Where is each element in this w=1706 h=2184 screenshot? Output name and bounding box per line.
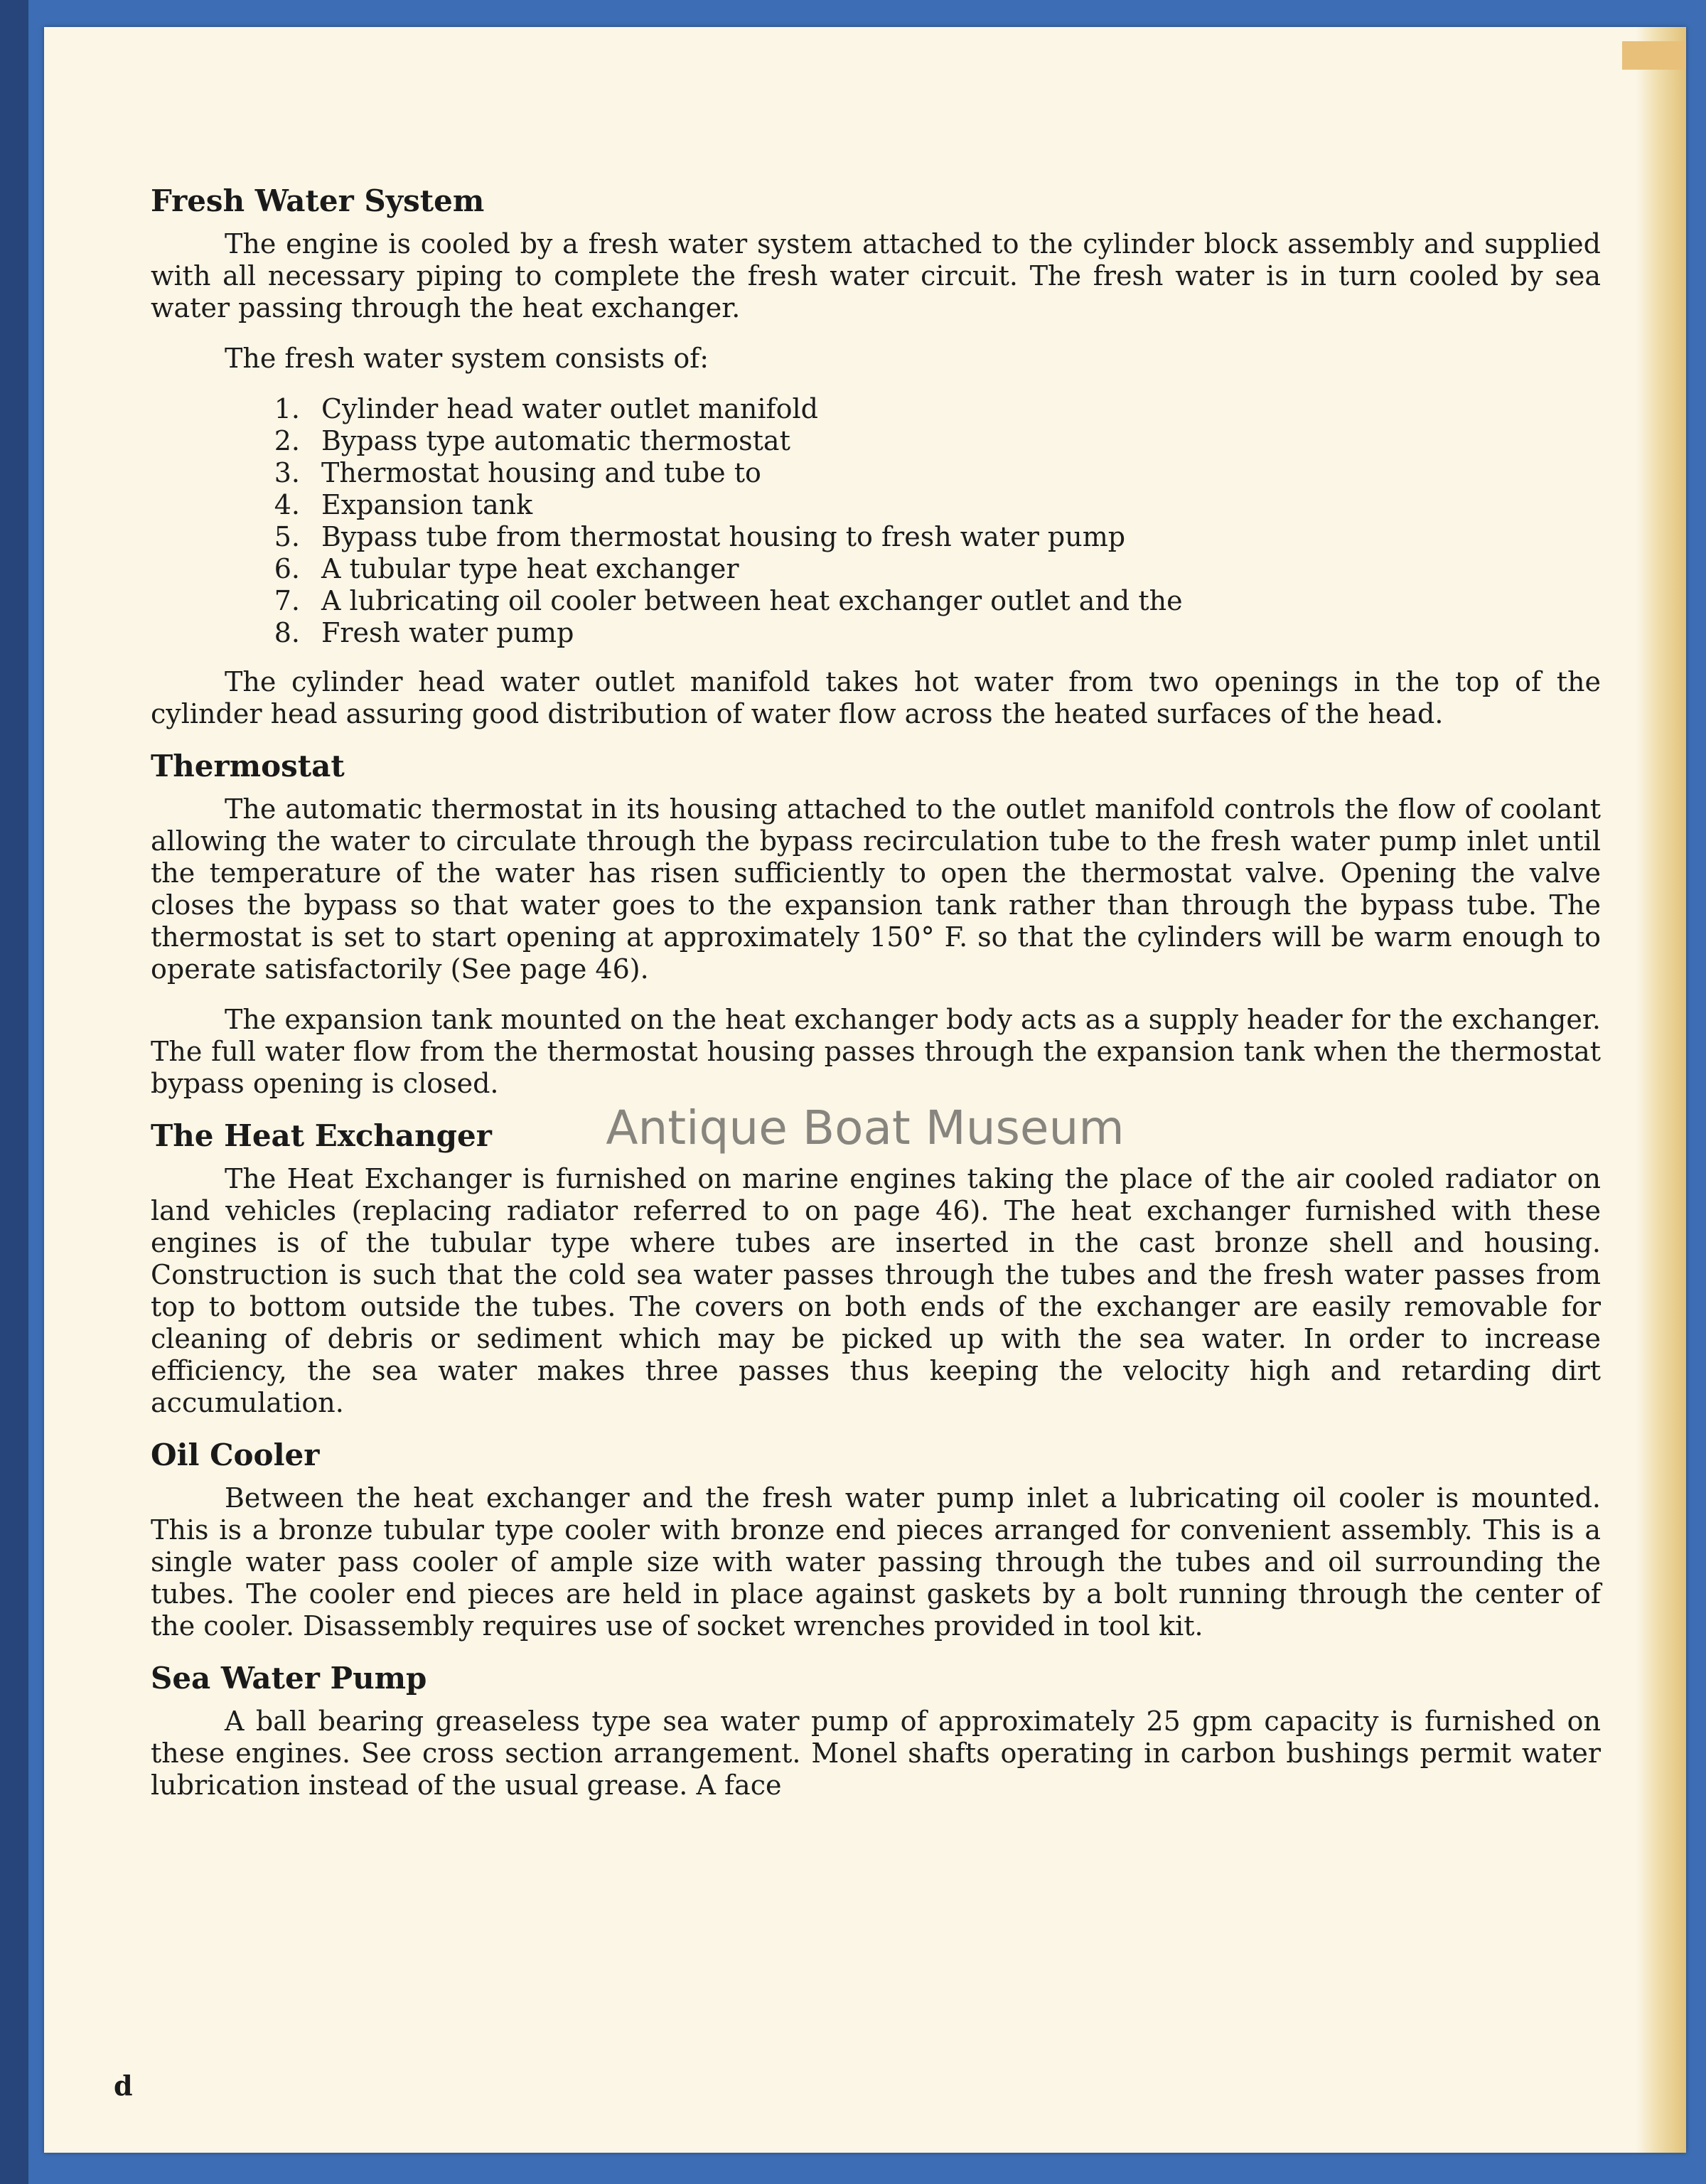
section-heading: Thermostat: [151, 749, 345, 783]
list-item-number: 7.: [274, 585, 300, 616]
paragraph: Between the heat exchanger and the fresh water pump inlet a lubricating oil cooler is mounted. This is a bronze tubular type cooler with bronze end pieces arranged for convenient assembly. This is a single water pass cooler of ample size with water passing through the tubes and oil surrounding the tubes. The cooler end pieces are held in place against gaskets by a bolt running through the center of the cooler. Disassembly requires use of socket wrenches provided in tool kit.: [151, 1482, 1601, 1642]
list-item: [151, 585, 1601, 617]
page-content: [151, 183, 1601, 1820]
list-item-number: 3.: [274, 457, 300, 488]
section-heading: Fresh Water System: [151, 183, 485, 218]
page-number: d: [114, 2070, 133, 2102]
list-item-number: 4.: [274, 489, 300, 520]
components-list: [151, 393, 1601, 649]
sea-water-pump-section: [151, 1661, 1601, 1802]
thermostat-section: [151, 749, 1601, 1100]
section-heading: Oil Cooler: [151, 1438, 320, 1472]
paragraph: The expansion tank mounted on the heat exchanger body acts as a supply header for the exchanger. The full water flow from the thermostat housing passes through the expansion tank when the thermostat bypass opening is closed.: [151, 1004, 1601, 1099]
paragraph: A ball bearing greaseless type sea water pump of approximately 25 gpm capacity is furnished on these engines. See cross section arrangement. Monel shafts operating in carbon bushings permit water lubrication instead of the usual grease. A face: [151, 1706, 1601, 1801]
section-heading: Sea Water Pump: [151, 1661, 427, 1696]
paragraph: The fresh water system consists of:: [225, 343, 709, 374]
list-item: [151, 617, 1601, 649]
list-item: [151, 489, 1601, 521]
list-item-text: Cylinder head water outlet manifold: [321, 393, 818, 424]
paragraph: The automatic thermostat in its housing attached to the outlet manifold controls the flow of coolant allowing the water to circulate through the bypass recirculation tube to the fresh water pump inlet until the temperature of the water has risen sufficiently to open the thermostat valve. Opening the valve closes the bypass so that water goes to the expansion tank rather than through the bypass tube. The thermostat is set to start opening at approximately 150° F. so that the cylinders will be warm enough to operate satisfactorily (See page 46).: [151, 793, 1601, 985]
list-item: [151, 425, 1601, 457]
page-binding-shadow: [0, 0, 28, 2184]
list-item-text: A lubricating oil cooler between heat exchanger outlet and the: [321, 585, 1183, 616]
document-page: [44, 27, 1686, 2153]
list-item-number: 5.: [274, 521, 300, 552]
fresh-water-section: [151, 183, 1601, 730]
paragraph: The engine is cooled by a fresh water system attached to the cylinder block assembly and supplied with all necessary piping to complete the fresh water circuit. The fresh water is in turn cooled by sea water passing through the heat exchanger.: [151, 228, 1601, 323]
list-item: [151, 457, 1601, 489]
page-yellowed-edge: [1636, 27, 1686, 2153]
page-corner-tab: [1622, 41, 1686, 70]
list-item-text: Expansion tank: [321, 489, 533, 520]
list-item-text: A tubular type heat exchanger: [321, 553, 739, 584]
section-heading: The Heat Exchanger: [151, 1118, 492, 1153]
list-item-number: 1.: [274, 393, 300, 424]
list-item-text: Fresh water pump: [321, 617, 574, 648]
list-item: [151, 393, 1601, 425]
watermark: Antique Boat Museum: [606, 1101, 1125, 1155]
list-item-number: 6.: [274, 553, 300, 584]
list-item: [151, 553, 1601, 585]
list-item-text: Bypass type automatic thermostat: [321, 425, 790, 456]
heat-exchanger-section: [151, 1118, 1601, 1419]
paragraph: The cylinder head water outlet manifold takes hot water from two openings in the top of the cylinder head assuring good distribution of water flow across the heated surfaces of the head.: [151, 666, 1601, 729]
oil-cooler-section: [151, 1438, 1601, 1642]
list-item-text: Bypass tube from thermostat housing to fresh water pump: [321, 521, 1126, 552]
list-item-number: 2.: [274, 425, 300, 456]
list-item-number: 8.: [274, 617, 300, 648]
list-item: [151, 521, 1601, 553]
list-item-text: Thermostat housing and tube to: [321, 457, 761, 488]
paragraph: The Heat Exchanger is furnished on marine engines taking the place of the air cooled radiator on land vehicles (replacing radiator referred to on page 46). The heat exchanger furnished with these engines is of the tubular type where tubes are inserted in the cast bronze shell and housing. Construction is such that the cold sea water passes through the tubes and the fresh water passes from top to bottom outside the tubes. The covers on both ends of the exchanger are easily removable for cleaning of debris or sediment which may be picked up with the sea water. In order to increase efficiency, the sea water makes three passes thus keeping the velocity high and retarding dirt accumulation.: [151, 1163, 1601, 1418]
